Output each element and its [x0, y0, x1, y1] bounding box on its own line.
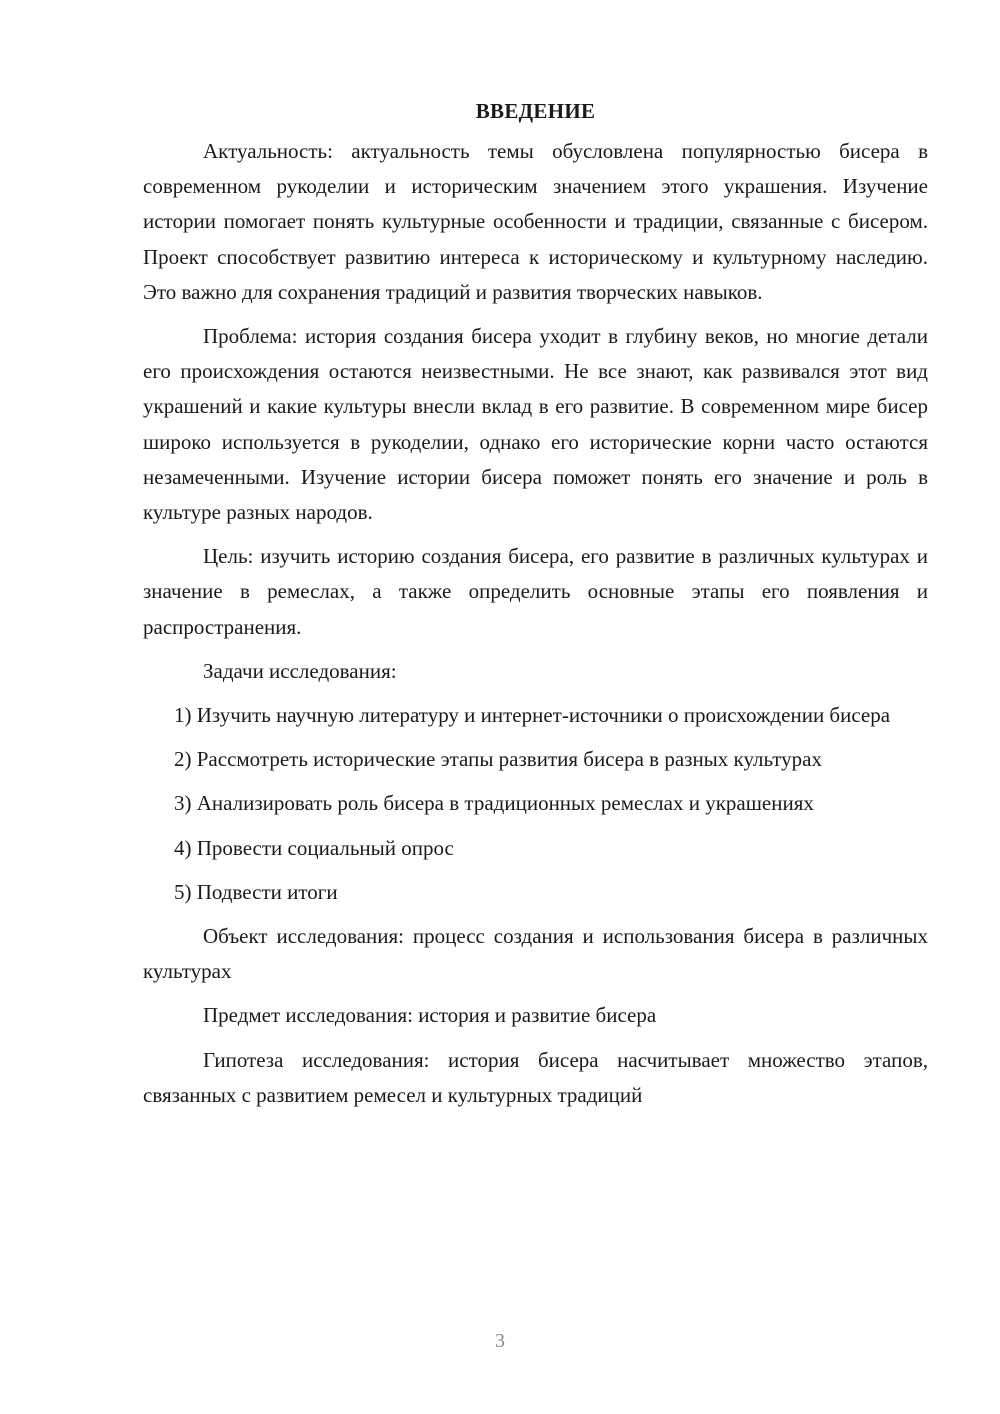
- relevance-paragraph: Актуальность: актуальность темы обусловлена популярностью бисера в современном рукоделии и историческим значением этого украшения. Изучение истории помогает понять культурные особенности и традиции, связанные с бисером. Проект способствует развитию интереса к историческому и культурному наследию. Это важно для сохранения традиций и развития творческих навыков.: [143, 139, 928, 304]
- task-item-1: 1) Изучить научную литературу и интернет-источники о происхождении бисера: [174, 703, 891, 728]
- object-paragraph: Объект исследования: процесс создания и использования бисера в различных культурах: [143, 924, 928, 984]
- tasks-title: Задачи исследования:: [203, 658, 397, 683]
- task-item-4: 4) Провести социальный опрос: [174, 835, 454, 860]
- subject-paragraph: Предмет исследования: история и развитие бисера: [203, 1003, 657, 1028]
- page-number: 3: [495, 1330, 505, 1352]
- task-item-5: 5) Подвести итоги: [174, 879, 338, 904]
- problem-paragraph: Проблема: история создания бисера уходит в глубину веков, но многие детали его происхождения остаются неизвестными. Не все знают, как развивался этот вид украшений и какие культуры внесли вклад в его развитие. В современном мире бисер широко используется в рукоделии, однако его исторические корни часто остаются незамеченными. Изучение истории бисера поможет понять его значение и роль в культуре разных народов.: [143, 324, 928, 525]
- task-item-3: 3) Анализировать роль бисера в традиционных ремеслах и украшениях: [174, 791, 814, 816]
- page-title: ВВЕДЕНИЕ: [475, 99, 596, 123]
- goal-paragraph: Цель: изучить историю создания бисера, его развитие в различных культурах и значение в ремеслах, а также определить основные этапы его появления и распространения.: [143, 544, 928, 639]
- page-content: [143, 94, 928, 1122]
- task-item-2: 2) Рассмотреть исторические этапы развития бисера в разных культурах: [174, 747, 823, 772]
- hypothesis-paragraph: Гипотеза исследования: история бисера насчитывает множество этапов, связанных с развитием ремесел и культурных традиций: [143, 1047, 928, 1107]
